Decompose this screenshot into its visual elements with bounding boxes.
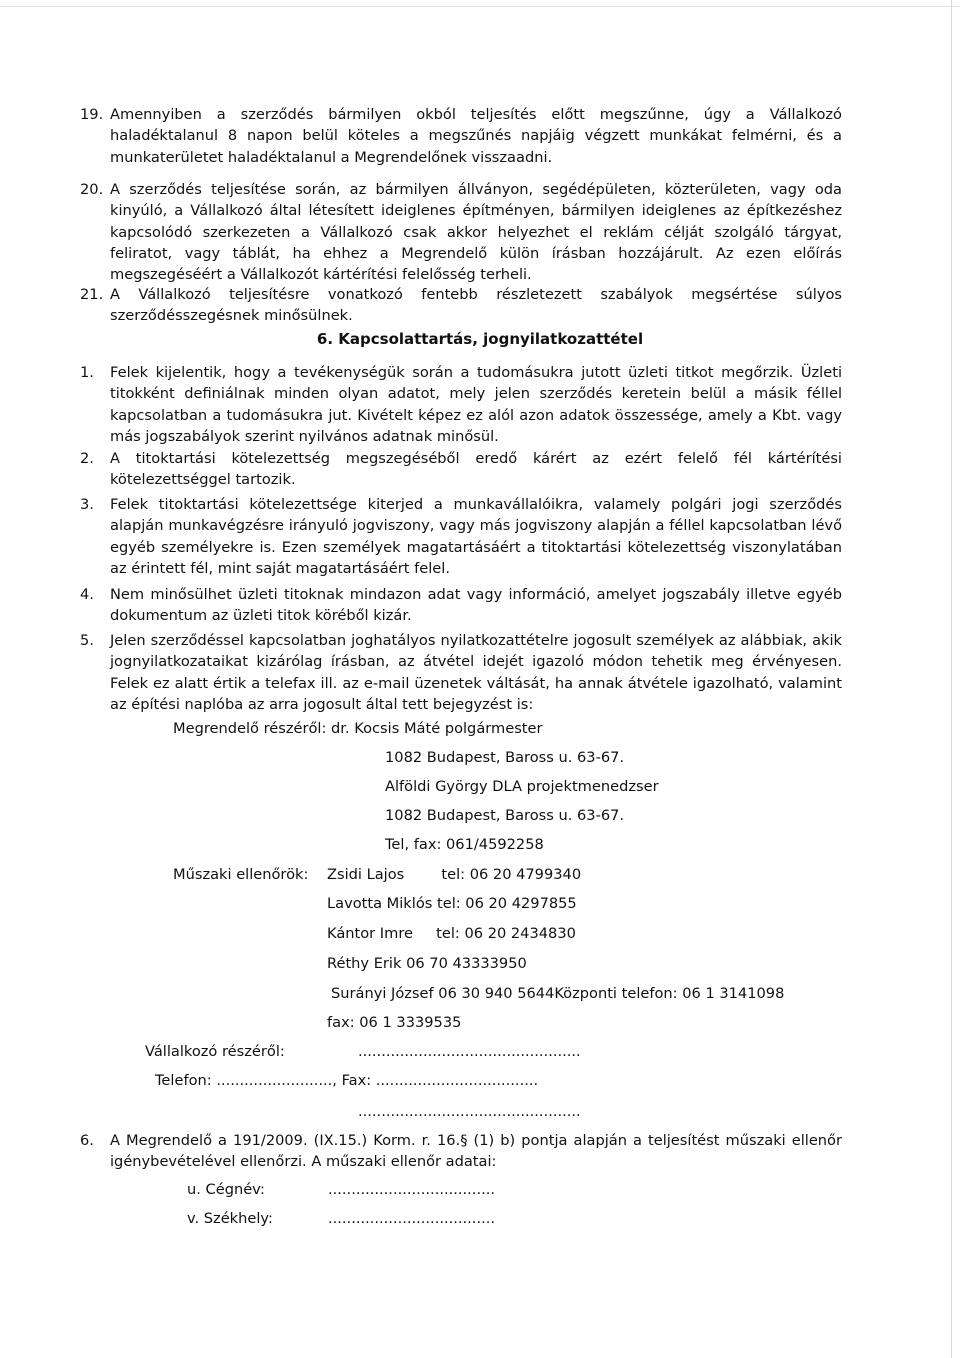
technical-inspector: Lavotta Miklós tel: 06 20 4297855	[327, 895, 577, 912]
technical-inspector: Réthy Erik 06 70 43333950	[327, 955, 527, 972]
clause-number: 1.	[80, 364, 94, 381]
clause-20	[80, 179, 842, 285]
scan-edge-right	[951, 0, 952, 1358]
contractor-blank: ................................................	[358, 1103, 581, 1120]
contact-address: 1082 Budapest, Baross u. 63-67.	[385, 749, 625, 766]
contact-address: 1082 Budapest, Baross u. 63-67.	[385, 807, 625, 824]
clause-number: 3.	[80, 496, 94, 513]
section-clause-1	[80, 362, 842, 447]
clause-number: 2.	[80, 450, 94, 467]
section-clause-2	[80, 448, 842, 491]
clause-text: A szerződés teljesítése során, az bármilyen állványon, segédépületen, közterületen, vagy oda kinyúló, a Vállalkozó által létesített ideiglenes építményen, bármilyen ideiglenes az építkezéshez kapcsolódó szerkezeten a Vállalkozó csak akkor helyezhet el reklám célját szolgáló tárgyat, feliratot, vagy táblát, ha ehhez a Megrendelő külön írásban hozzájárult. Az ezen előírás megszegéséért a Vállalkozót kártérítési felelősség terheli.	[110, 181, 842, 284]
technical-inspector: Kántor Imre tel: 06 20 2434830	[327, 925, 576, 942]
clause-21	[80, 284, 842, 327]
clause-number: 5.	[80, 632, 94, 649]
clause-number: 19.	[80, 106, 104, 123]
section-heading: 6. Kapcsolattartás, jognyilatkozattétel	[316, 330, 644, 348]
section-clause-3	[80, 494, 842, 579]
inspector-seat-blank: ....................................	[328, 1210, 496, 1227]
inspector-seat-label: v. Székhely:	[187, 1210, 273, 1227]
technical-inspector: Zsidi Lajos tel: 06 20 4799340	[327, 866, 582, 883]
clause-number: 4.	[80, 586, 94, 603]
section-clause-5	[80, 630, 842, 715]
clause-19	[80, 104, 842, 168]
contractor-blank: ................................................	[358, 1043, 581, 1060]
inspector-company-label: u. Cégnév:	[187, 1181, 265, 1198]
contact-megrendelo: Megrendelő részéről: dr. Kocsis Máté polgármester	[173, 720, 543, 737]
clause-text: Felek titoktartási kötelezettsége kiterjed a munkavállalóikra, valamely polgári jogi szerződés alapján munkavégzésre irányuló jogviszony, vagy más jogviszony alapján a féllel kapcsolatban lévő egyéb személyekre is. Ezen személyek magatartásáért a titoktartási kötelezettség viszonylatában az érintett fél, mint saját magatartásáért felel.	[110, 496, 842, 577]
contractor-label: Vállalkozó részéről:	[145, 1043, 285, 1060]
clause-text: Amennyiben a szerződés bármilyen okból teljesítés előtt megszűnne, úgy a Vállalkozó haladéktalanul 8 napon belül köteles a megszűnés napjáig végzett munkákat felmérni, és a munkaterületet haladéktalanul a Megrendelőnek visszaadni.	[110, 106, 842, 166]
clause-text: Felek kijelentik, hogy a tevékenységük során a tudomásukra jutott üzleti titkot megőrzik. Üzleti titokként definiálnak minden olyan adatot, mely jelen szerződés keretein belül a másik féllel kapcsolatban a tudomásukra jut. Kivételt képez ez alól azon adatok összessége, amely a Kbt. vagy más jogszabályok szerint nyilvános adatnak minősül.	[110, 364, 842, 445]
contact-fax: fax: 06 1 3339535	[327, 1014, 462, 1031]
section-clause-4	[80, 584, 842, 627]
clause-text: Nem minősülhet üzleti titoknak mindazon adat vagy információ, amelyet jogszabály illetve egyéb dokumentum az üzleti titok köréből kizár.	[110, 586, 842, 625]
clause-text: A titoktartási kötelezettség megszegéséből eredő kárért az ezért felelő fél kártérítési kötelezettséggel tartozik.	[110, 450, 842, 489]
contractor-phone-fax: Telefon: ........................., Fax: ...................................	[155, 1072, 539, 1089]
clause-text: A Megrendelő a 191/2009. (IX.15.) Korm. r. 16.§ (1) b) pontja alapján a teljesítést műszaki ellenőr igénybevételével ellenőrzi. A műszaki ellenőr adatai:	[110, 1132, 842, 1171]
inspector-company-blank: ....................................	[328, 1181, 496, 1198]
clause-number: 20.	[80, 181, 104, 198]
technical-inspector: Surányi József 06 30 940 5644Központi telefon: 06 1 3141098	[331, 985, 785, 1002]
clause-number: 6.	[80, 1132, 94, 1149]
contact-project-manager: Alföldi György DLA projektmenedzser	[385, 778, 659, 795]
contact-phone: Tel, fax: 061/4592258	[385, 836, 544, 853]
clause-text: Jelen szerződéssel kapcsolatban joghatályos nyilatkozattételre jogosult személyek az alábbiak, akik jognyilatkozataikat kizárólag írásban, az átvétel idejét igazoló módon tehetik meg érvényesen. Felek ez alatt értik a telefax ill. az e-mail üzenetek váltását, ha annak átvétele igazolható, valamint az építési naplóba az arra jogosult által tett bejegyzést is:	[110, 632, 842, 713]
scan-edge-top	[0, 6, 960, 7]
technical-inspectors-label: Műszaki ellenőrök:	[173, 866, 309, 883]
clause-text: A Vállalkozó teljesítésre vonatkozó fentebb részletezett szabályok megsértése súlyos szerződésszegésnek minősülnek.	[110, 286, 842, 325]
clause-number: 21.	[80, 286, 104, 303]
section-clause-6	[80, 1130, 842, 1173]
